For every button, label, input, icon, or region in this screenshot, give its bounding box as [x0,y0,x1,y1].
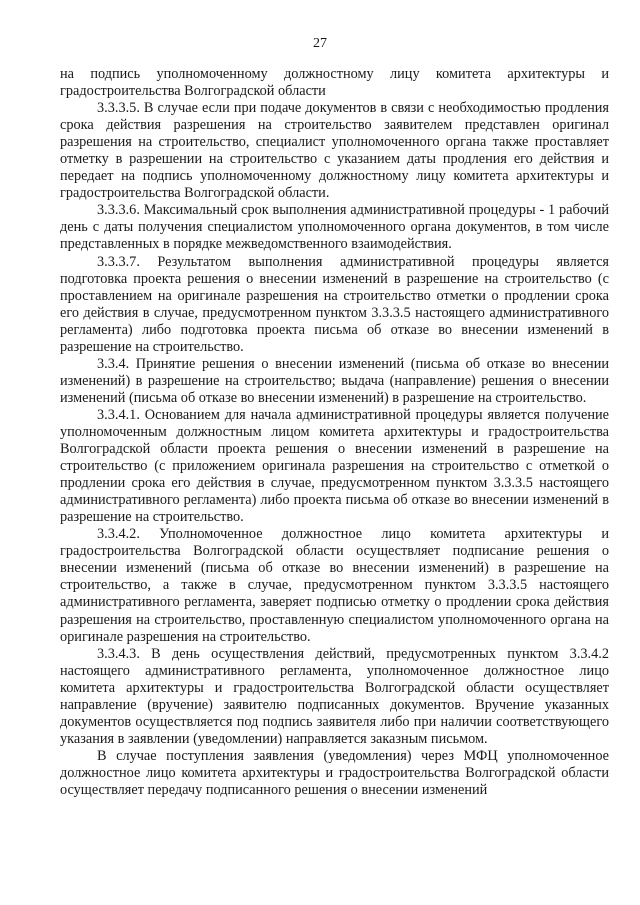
paragraph-continuation: на подпись уполномоченному должностному лицу комитета архитектуры и градостроительства Волгоградской области [60,66,609,100]
paragraph-3-3-3-7: 3.3.3.7. Результатом выполнения административной процедуры является подготовка проекта решения о внесении изменений в разрешение на строительство (с проставлением на оригинале разрешения на строительство отметки о продлении срока его действия в случае, предусмотренном пунктом 3.3.3.5 настоящего административного регламента) либо подготовка проекта письма об отказе во внесении изменений в разрешение на строительство. [60,253,609,355]
paragraph-3-3-3-5: 3.3.3.5. В случае если при подаче документов в связи с необходимостью продления срока действия разрешения на строительство заявителем представлен оригинал разрешения на строительство, специалист уполномоченного органа также проставляет отметку в разрешении на строительство с указанием даты продления его действия и передает на подпись уполномоченному должностному лицу комитета архитектуры и градостроительства Волгоградской области. [60,100,609,202]
paragraph-mfc: В случае поступления заявления (уведомления) через МФЦ уполномоченное должностное лицо комитета архитектуры и градостроительства Волгоградской области осуществляет передачу подписанного решения о внесении изменений [60,747,609,798]
paragraph-3-3-4-1: 3.3.4.1. Основанием для начала административной процедуры является получение уполномоченным должностным лицом комитета архитектуры и градостроительства Волгоградской области проекта решения о внесении изменений в разрешение на строительство (с приложением оригинала разрешения на строительство с отметкой о продлении срока его действия в случае, предусмотренном пунктом 3.3.3.5 настоящего административного регламента) либо проекта письма об отказе во внесении изменений в разрешение на строительство. [60,406,609,526]
paragraph-3-3-3-6: 3.3.3.6. Максимальный срок выполнения административной процедуры - 1 рабочий день с даты получения специалистом уполномоченного органа документов, в том числе представленных в порядке межведомственного взаимодействия. [60,202,609,253]
document-body [60,66,609,799]
paragraph-3-3-4-2: 3.3.4.2. Уполномоченное должностное лицо комитета архитектуры и градостроительства Волгоградской области осуществляет подписание решения о внесении изменений (письма об отказе во внесении изменений) в разрешение на строительство, а также в случае, предусмотренном пунктом 3.3.3.5 настоящего административного регламента, заверяет подписью отметку о продлении срока действия разрешения на строительство, проставленную специалистом уполномоченного органа на оригинале разрешения на строительство. [60,526,609,645]
page-number: 27 [313,36,327,51]
paragraph-3-3-4: 3.3.4. Принятие решения о внесении изменений (письма об отказе во внесении изменений) в разрешение на строительство; выдача (направление) решения о внесении изменений (письма об отказе во внесении изменений) в разрешение на строительство. [60,355,609,406]
paragraph-3-3-4-3: 3.3.4.3. В день осуществления действий, предусмотренных пунктом 3.3.4.2 настоящего административного регламента, уполномоченное должностное лицо комитета архитектуры и градостроительства Волгоградской области осуществляет направление (вручение) заявителю подписанных документов. Вручение указанных документов осуществляется под подпись заявителя либо при наличии соответствующего указания в заявлении (уведомлении) направляется заказным письмом. [60,645,609,747]
